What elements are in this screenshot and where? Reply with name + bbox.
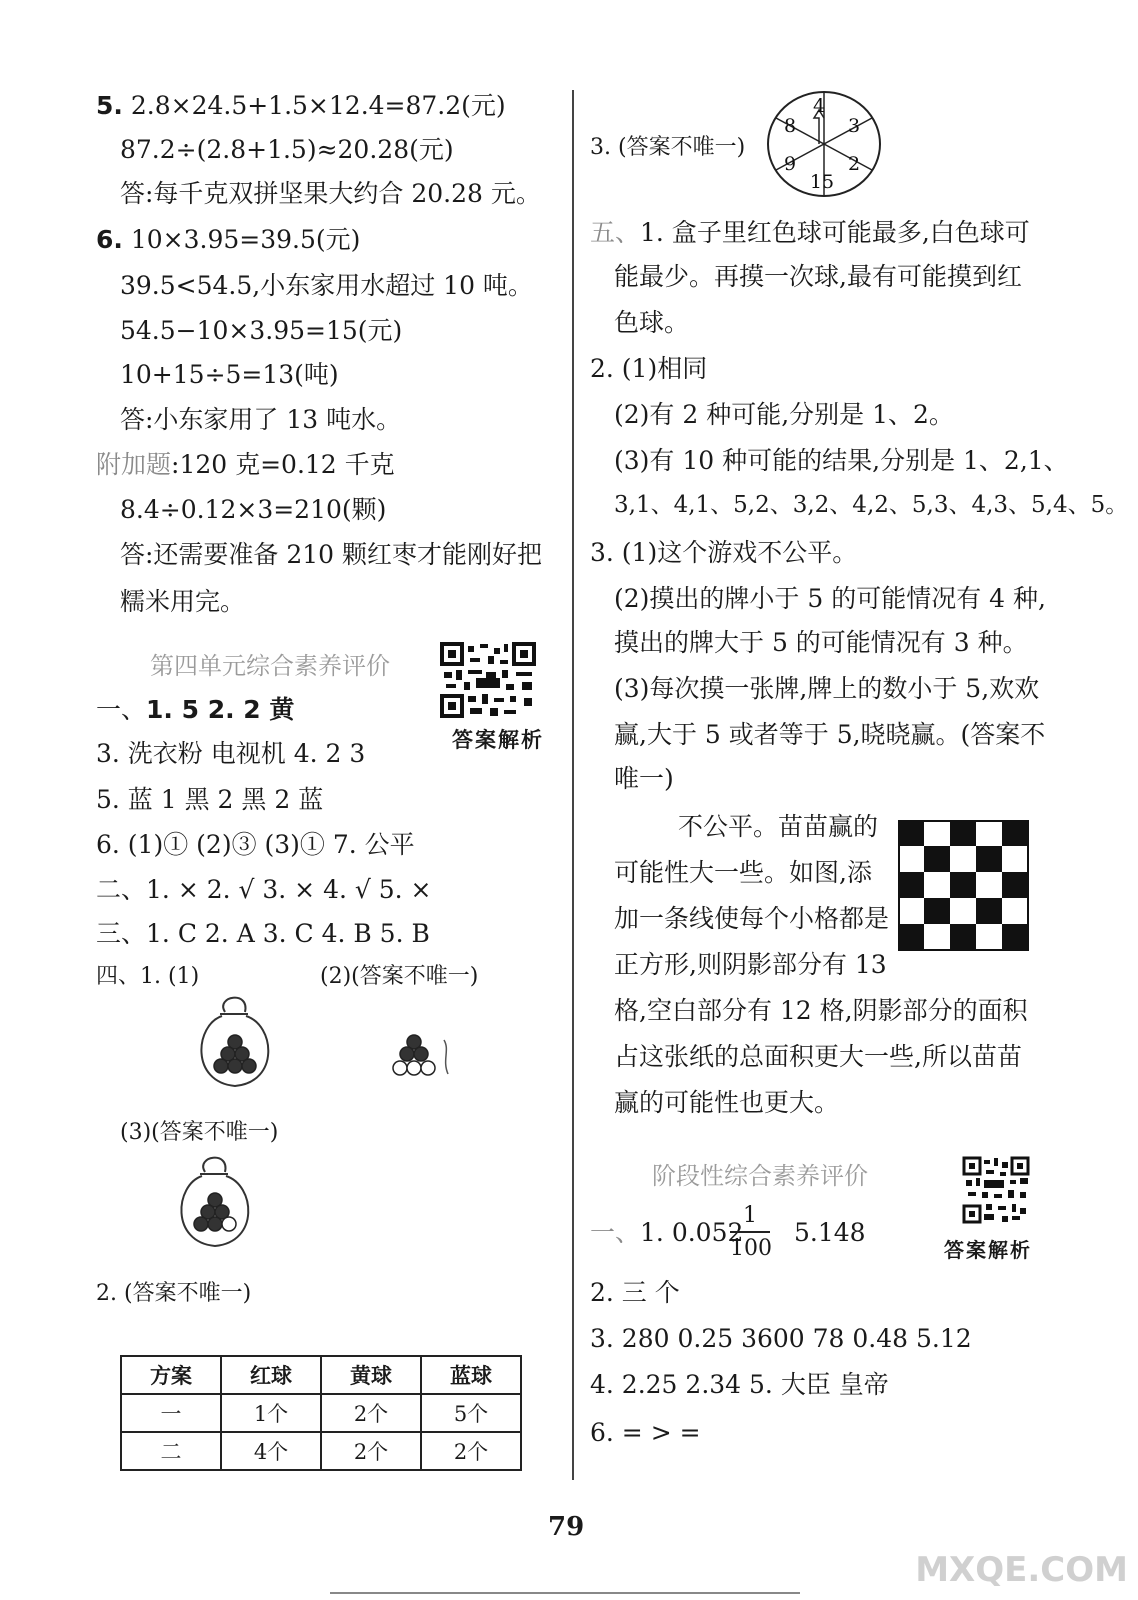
fraction-one-hundredth	[730, 1203, 770, 1261]
unit4-part4-sub3: (3)(答案不唯一)	[120, 1120, 279, 1145]
fraction-bar	[730, 1231, 770, 1233]
table-header-cell: 方案	[121, 1356, 221, 1394]
q6-line-3: 54.5−10×3.95=15(元)	[120, 316, 403, 345]
table-header-cell: 黄球	[321, 1356, 421, 1394]
part5-q3-line-1: 3. (1)这个游戏不公平。	[590, 538, 858, 567]
part5-q2-line-1: 2. (1)相同	[590, 354, 708, 383]
part5-line-1: 五、1. 盒子里红色球可能最多,白色球可	[590, 218, 1030, 247]
part5-q2-line-3: (3)有 10 种可能的结果,分别是 1、2,1、	[614, 446, 1069, 475]
part5-q2-line-4: 3,1、4,1、5,2、3,2、4,2、5,3、4,3、5,4、5。	[614, 492, 1129, 518]
stage-line-3: 3. 280 0.25 3600 78 0.48 5.12	[590, 1324, 972, 1353]
right-extra-line-2: 可能性大一些。如图,添	[614, 858, 872, 887]
stage-line-1-value: 5.148	[794, 1218, 866, 1247]
spinner-number: 4	[812, 95, 826, 117]
ball-plan-table	[120, 1355, 522, 1471]
unit4-part2: 二、1. × 2. √ 3. × 4. √ 5. ×	[96, 875, 432, 904]
table-cell: 4个	[221, 1432, 321, 1470]
qr-code-icon[interactable]	[962, 1156, 1030, 1224]
part5-q3-line-4: (3)每次摸一张牌,牌上的数小于 5,欢欢	[614, 674, 1040, 703]
q5-line-2: 87.2÷(2.8+1.5)≈20.28(元)	[120, 135, 454, 164]
unit4-section-title: 第四单元综合素养评价	[150, 652, 390, 680]
part5-q3-line-3: 摸出的牌大于 5 的可能情况有 3 种。	[614, 628, 1028, 657]
bottom-rule	[330, 1592, 800, 1594]
checkerboard-figure	[898, 820, 1030, 952]
q6-answer: 答:小东家用了 13 吨水。	[120, 405, 402, 434]
part5-line-2: 能最少。再摸一次球,最有可能摸到红	[614, 262, 1022, 291]
table-cell: 2个	[321, 1432, 421, 1470]
watermark: MXQE.COM	[915, 1550, 1128, 1590]
table-cell: 2个	[421, 1432, 521, 1470]
stage-line-5: 6. = > =	[590, 1418, 701, 1447]
q6-line-2: 39.5<54.5,小东家用水超过 10 吨。	[120, 271, 533, 300]
spinner-diagram	[764, 88, 884, 200]
table-header-cell: 红球	[221, 1356, 321, 1394]
right-extra-line-5: 格,空白部分有 12 格,阴影部分的面积	[614, 996, 1028, 1025]
q5-answer: 答:每千克双拼坚果大约合 20.28 元。	[120, 179, 541, 208]
extra-question-line-4: 糯米用完。	[120, 587, 246, 616]
part5-q3-line-6: 唯一)	[614, 764, 674, 793]
stage-line-1: 一、1. 0.052	[590, 1218, 744, 1247]
spinner-number: 15	[809, 171, 835, 193]
stage-line-4: 4. 2.25 2.34 5. 大臣 皇帝	[590, 1370, 889, 1399]
right-extra-line-1: 不公平。苗苗赢的	[678, 812, 879, 841]
q6-line-1: 6. 10×3.95=39.5(元)	[96, 225, 361, 254]
fraction-numerator: 1	[743, 1203, 757, 1228]
qr-label: 答案解析	[452, 727, 544, 752]
ball-bag-illustration-1	[190, 990, 280, 1090]
table-row	[121, 1432, 521, 1470]
table-cell: 2个	[321, 1394, 421, 1432]
table-cell: 一	[121, 1394, 221, 1432]
stage-line-2: 2. 三 个	[590, 1278, 680, 1307]
unit4-part3: 三、1. C 2. A 3. C 4. B 5. B	[96, 919, 430, 948]
q5-line-1: 5. 2.8×24.5+1.5×12.4=87.2(元)	[96, 91, 506, 120]
spinner-number: 2	[847, 153, 861, 175]
fraction-denominator: 100	[730, 1236, 772, 1261]
part5-q2-line-2: (2)有 2 种可能,分别是 1、2。	[614, 400, 954, 429]
extra-question-line-3: 答:还需要准备 210 颗红枣才能刚好把	[120, 540, 543, 569]
q6-line-4: 10+15÷5=13(吨)	[120, 360, 339, 389]
unit4-part1-line-2: 3. 洗衣粉 电视机 4. 2 3	[96, 739, 366, 768]
part5-q3-line-2: (2)摸出的牌小于 5 的可能情况有 4 种,	[614, 584, 1046, 613]
spinner-number: 8	[783, 115, 797, 137]
ball-group-illustration	[392, 1030, 462, 1082]
table-cell: 5个	[421, 1394, 521, 1432]
table-header-row	[121, 1356, 521, 1394]
page-number: 79	[548, 1512, 585, 1542]
table-row	[121, 1394, 521, 1432]
unit4-part1-line-4: 6. (1)① (2)③ (3)① 7. 公平	[96, 830, 415, 859]
part5-line-3: 色球。	[614, 308, 690, 337]
unit4-part4-q2: 2. (答案不唯一)	[96, 1281, 252, 1306]
stage-section-title: 阶段性综合素养评价	[652, 1162, 868, 1190]
unit4-part1-line-3: 5. 蓝 1 黑 2 黑 2 蓝	[96, 785, 324, 814]
spinner-number: 9	[783, 153, 797, 175]
spinner-number: 3	[847, 115, 861, 137]
qr-label: 答案解析	[944, 1238, 1032, 1262]
unit4-part1-line-1: 一、1. 5 2. 2 黄	[96, 695, 295, 724]
right-extra-line-6: 占这张纸的总面积更大一些,所以苗苗	[614, 1042, 1022, 1071]
table-cell: 1个	[221, 1394, 321, 1432]
extra-question-line-1: 附加题:120 克=0.12 千克	[96, 450, 395, 479]
column-divider	[572, 90, 574, 1480]
unit4-part4-line-1: 四、1. (1)	[96, 964, 200, 989]
ball-bag-illustration-2	[170, 1150, 260, 1250]
part5-q3-line-5: 赢,大于 5 或者等于 5,晓晓赢。(答案不	[614, 720, 1046, 749]
right-q3-label: 3. (答案不唯一)	[590, 135, 746, 160]
extra-question-line-2: 8.4÷0.12×3=210(颗)	[120, 495, 387, 524]
table-header-cell: 蓝球	[421, 1356, 521, 1394]
right-extra-line-7: 赢的可能性也更大。	[614, 1088, 840, 1117]
table-cell: 二	[121, 1432, 221, 1470]
unit4-part4-sub2: (2)(答案不唯一)	[320, 964, 479, 989]
right-extra-line-4: 正方形,则阴影部分有 13	[614, 950, 887, 979]
right-extra-line-3: 加一条线使每个小格都是	[614, 904, 890, 933]
qr-code-icon[interactable]	[440, 642, 536, 718]
